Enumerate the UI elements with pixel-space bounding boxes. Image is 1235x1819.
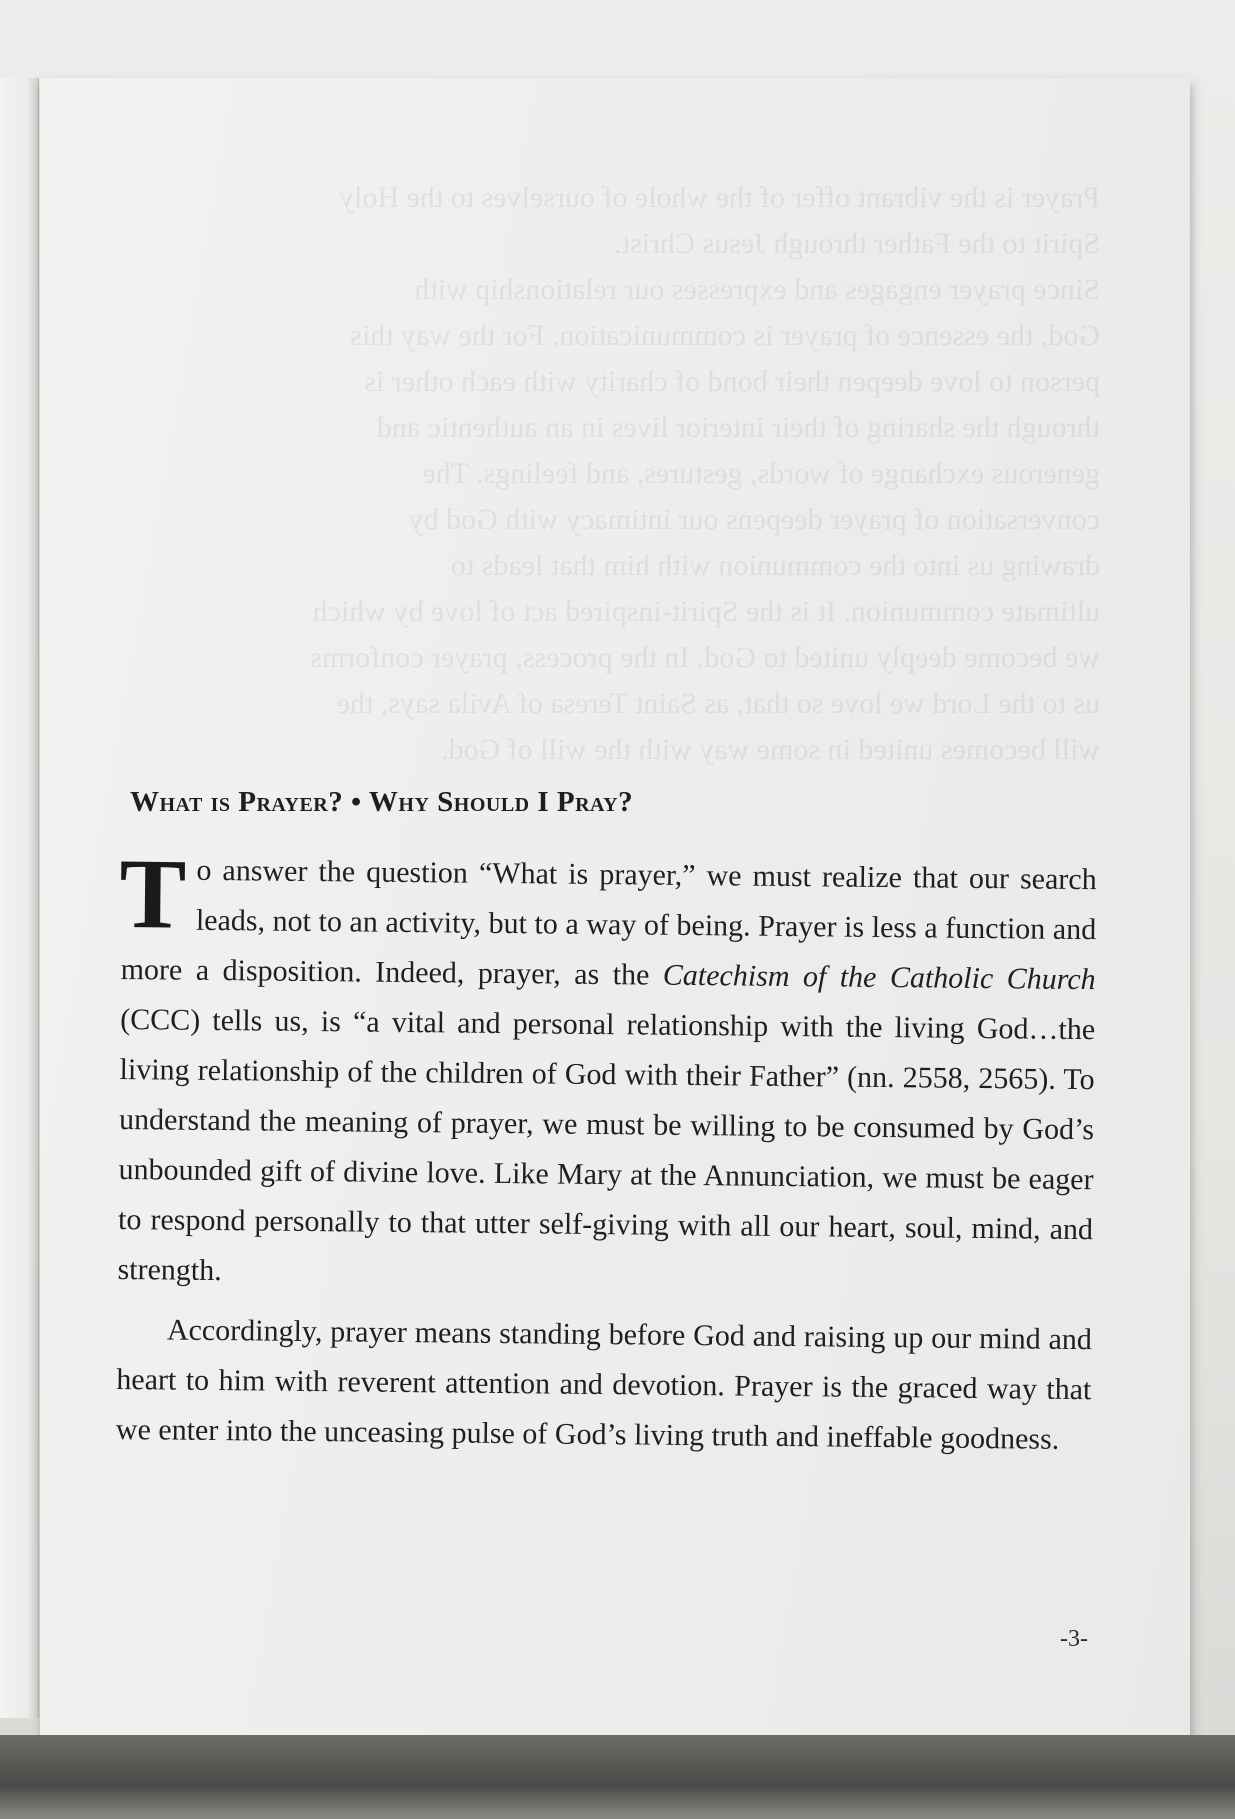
page-number: -3- [1060, 1626, 1088, 1652]
show-through-line: Prayer is the vibrant offer of the whole of ourselves to the Holy [339, 181, 1100, 214]
show-through-line: drawing us into the communion with him that leads to [450, 549, 1100, 582]
show-through-line: us to the Lord we love so that, as Saint Teresa of Avila says, the [336, 687, 1100, 720]
show-through-line: God, the essence of prayer is communication. For the way this [350, 319, 1100, 352]
paragraph-1-text-a: o answer the question “What is prayer,” we must realize that our search leads, not to an activity, but to a way of being. Prayer is less a function and more a disposition. Indeed, prayer, as the [120, 853, 1097, 992]
paragraph-1 [117, 837, 1097, 1305]
show-through-line: person to love deepen their bond of charity with each other is [364, 365, 1100, 398]
paragraph-1-text-b: (CCC) tells us, is “a vital and personal relationship with the living God…the living relationship of the children of God with their Father” (nn. 2558, 2565). To understand the meaning of prayer, we must be willing to be consumed by God’s unbounded gift of divine love. Like Mary at the Annunciation, we must be eager to respond personally to that utter self-giving with all our heart, soul, mind, and strength. [117, 1002, 1096, 1288]
drop-cap: T [118, 837, 187, 950]
paragraph-2: Accordingly, prayer means standing before God and raising up our mind and heart to him with reverent attention and devotion. Prayer is the graced way that we enter into the unceasing pulse of God’s living truth and ineffable goodness. [115, 1313, 1093, 1456]
show-through-line: ultimate communion. It is the Spirit-inspired act of love by which [312, 595, 1100, 628]
section-heading: What is Prayer? • Why Should I Pray? [130, 786, 634, 818]
catechism-title: Catechism of the Catholic Church [662, 958, 1096, 997]
show-through-line: conversation of prayer deepens our intimacy with God by [408, 503, 1100, 536]
facing-page-edge [0, 78, 39, 1718]
table-shadow [0, 1735, 1235, 1819]
show-through-line: will becomes united in some way with the will of God. [440, 733, 1100, 765]
show-through-line: Since prayer engages and expresses our relationship with [414, 273, 1100, 306]
body-text [115, 837, 1097, 1465]
show-through-text [120, 175, 1100, 765]
show-through-line: Spirit to the Father through Jesus Christ. [614, 227, 1100, 260]
show-through-line: through the sharing of their interior lives in an authentic and [376, 411, 1100, 444]
show-through-line: we become deeply united to God. In the process, prayer conforms [310, 641, 1100, 674]
show-through-line: generous exchange of words, gestures, and feelings. The [422, 457, 1100, 490]
